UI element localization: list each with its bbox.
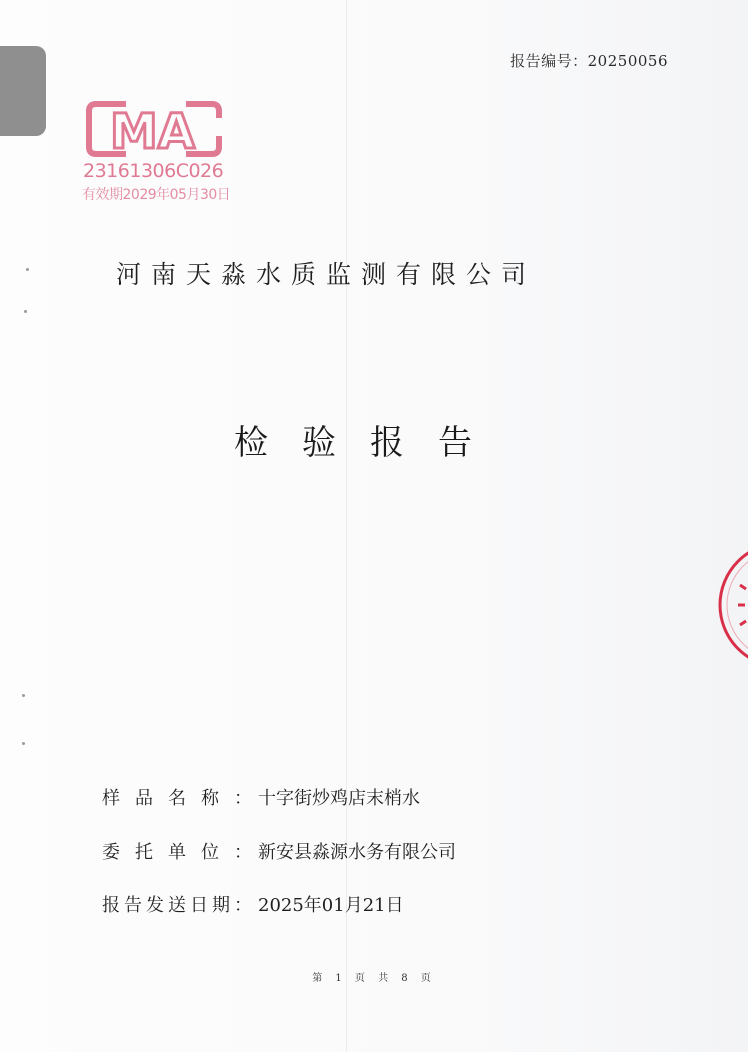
speck [24, 310, 27, 313]
cma-validity: 有效期2029年05月30日 [82, 187, 231, 203]
cma-logo-text: MA [110, 104, 195, 158]
corner-tab [0, 46, 46, 136]
company-name: 河南天淼水质监测有限公司 [116, 260, 537, 289]
speck [22, 742, 25, 745]
report-number: 报告编号：20250056 [510, 52, 668, 70]
cma-cert-code: 23161306C026 [83, 160, 224, 182]
cma-logo-icon [86, 98, 226, 158]
report-date-label: 报告发送日期： [102, 895, 252, 916]
report-date-value: 2025年01月21日 [258, 895, 404, 916]
client-value: 新安县淼源水务有限公司 [258, 842, 456, 863]
speck [22, 694, 25, 697]
red-seal-icon [712, 545, 748, 675]
client-row [102, 838, 456, 864]
sample-name-label: 样品名称： [102, 788, 252, 809]
page-footer: 第 1 页 共 8 页 [312, 973, 436, 984]
sample-name-row [102, 784, 420, 810]
client-label: 委托单位： [102, 842, 252, 863]
cma-stamp [80, 98, 230, 213]
sample-name-value: 十字街炒鸡店末梢水 [258, 788, 420, 809]
speck [26, 268, 29, 271]
document-title: 检验报告 [234, 423, 506, 463]
report-date-row [102, 891, 404, 917]
